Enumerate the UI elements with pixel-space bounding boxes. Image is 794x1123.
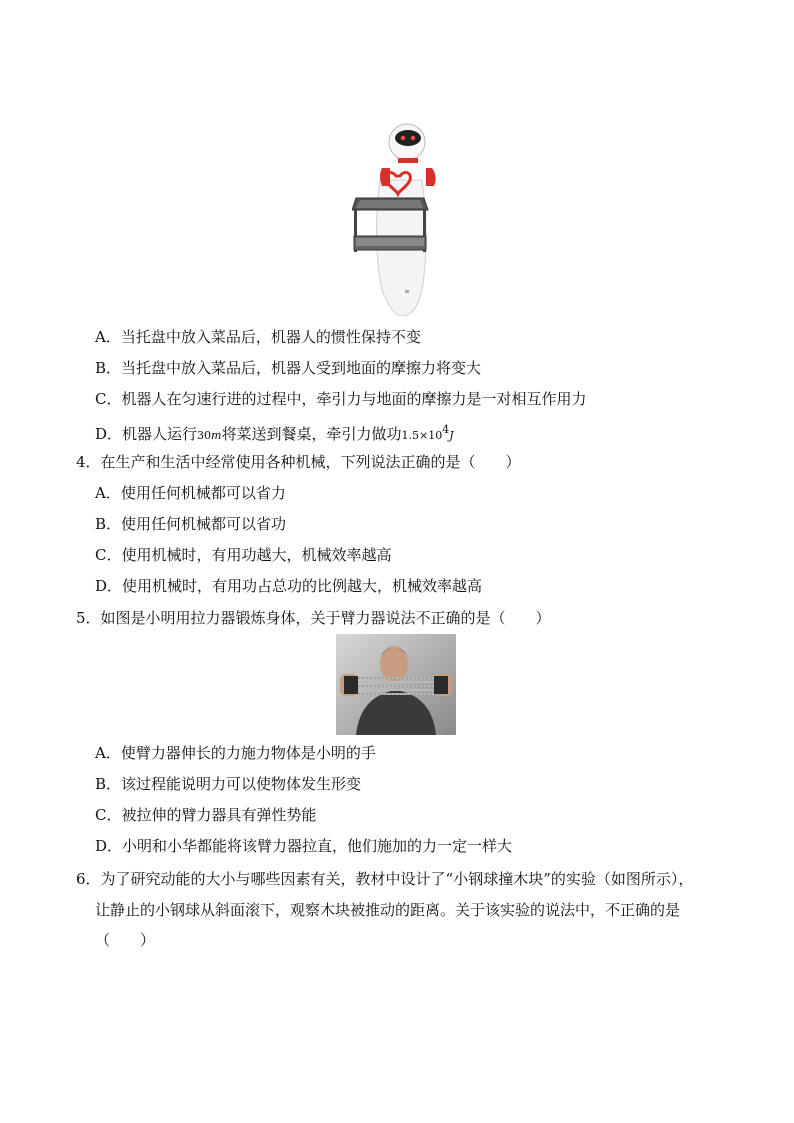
q4-option-d[interactable]: D．使用机械时，有用功占总功的比例越大，机械效率越高	[95, 577, 483, 595]
q4-stem: 4．在生产和生活中经常使用各种机械，下列说法正确的是（ ）	[76, 453, 521, 471]
q3-option-d-unit: m	[211, 429, 222, 442]
q3-option-b[interactable]: B．当托盘中放入菜品后，机器人受到地面的摩擦力将变大	[95, 359, 482, 377]
q5-option-a[interactable]: A．使臂力器伸长的力施力物体是小明的手	[95, 744, 376, 762]
q3-option-d-coefficient: 1.5×10	[401, 429, 443, 442]
q4-option-a[interactable]: A．使用任何机械都可以省力	[95, 484, 286, 502]
q6-stem-line1: 6．为了研究动能的大小与哪些因素有关，教材中设计了“小钢球撞木块”的实验（如图所示），	[76, 870, 694, 888]
q6-stem-line3: （ ）	[95, 931, 156, 949]
chest-expander-photo	[336, 634, 456, 735]
q4-option-b[interactable]: B．使用任何机械都可以省功	[95, 515, 287, 533]
q3-option-d-exponent: 4	[442, 423, 450, 436]
q3-option-a[interactable]: A．当托盘中放入菜品后，机器人的惯性保持不变	[95, 328, 421, 346]
q3-option-c[interactable]: C．机器人在匀速行进的过程中，牵引力与地面的摩擦力是一对相互作用力	[95, 390, 587, 408]
q4-option-c[interactable]: C．使用机械时，有用功越大，机械效率越高	[95, 546, 392, 564]
q5-option-c[interactable]: C．被拉伸的臂力器具有弹性势能	[95, 806, 317, 824]
q3-option-d-joule: J	[449, 429, 454, 442]
q5-option-d[interactable]: D．小明和小华都能将该臂力器拉直，他们施加的力一定一样大	[95, 837, 513, 855]
q5-stem: 5．如图是小明用拉力器锻炼身体，关于臂力器说法不正确的是（ ）	[76, 609, 551, 627]
q3-option-d[interactable]	[95, 420, 454, 443]
q6-stem-line2: 让静止的小钢球从斜面滚下，观察木块被推动的距离。关于该实验的说法中，不正确的是	[95, 901, 681, 919]
q3-option-d-prefix: D．机器人运行	[95, 425, 198, 443]
q3-option-d-middle: 将菜送到餐桌，牵引力做功	[221, 425, 402, 443]
q3-option-d-distance: 30	[197, 429, 212, 442]
q5-option-b[interactable]: B．该过程能说明力可以使物体发生形变	[95, 775, 362, 793]
robot-waiter-image	[352, 120, 444, 316]
